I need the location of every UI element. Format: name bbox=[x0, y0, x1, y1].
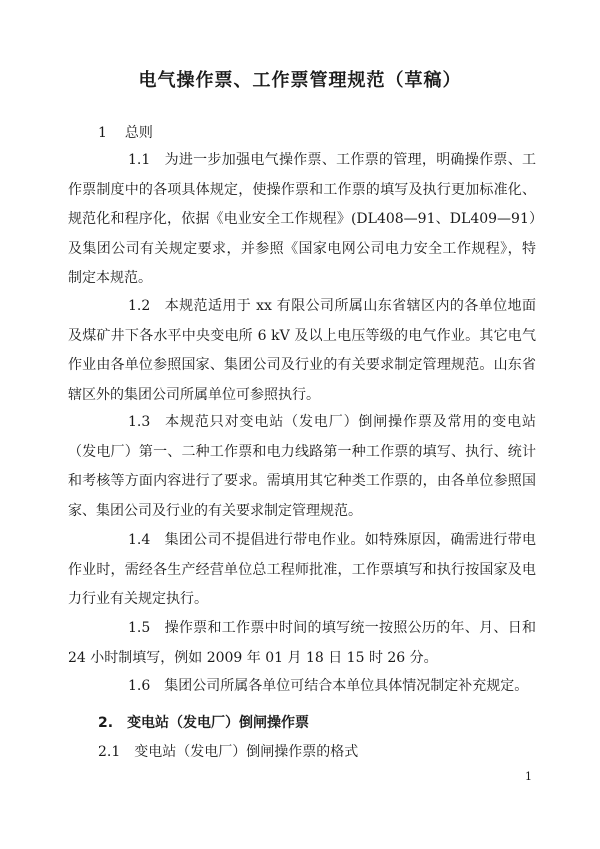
section-number: 2.1 bbox=[98, 744, 121, 760]
clause-text: 本规范只对变电站（发电厂）倒闸操作票及常用的变电站（发电厂）第一、二种工作票和电力线路第一种工作票的填写、执行、统计和考核等方面内容进行了要求。需填用其它种类工作票的，由各单位参照国家、集团公司及行业的有关要求制定管理规范。 bbox=[68, 414, 536, 519]
section-title: 总则 bbox=[124, 125, 153, 141]
clause-number: 1.2 bbox=[128, 298, 151, 314]
clause-number: 1.1 bbox=[128, 152, 151, 168]
paragraph-1-3 bbox=[68, 408, 536, 526]
section-1-heading bbox=[98, 122, 153, 142]
clause-number: 1.3 bbox=[128, 414, 151, 430]
paragraph-1-5 bbox=[68, 614, 536, 673]
clause-number: 1.5 bbox=[128, 620, 151, 636]
paragraph-1-4 bbox=[68, 526, 536, 615]
section-title: 变电站（发电厂）倒闸操作票的格式 bbox=[134, 744, 359, 760]
page-number: 1 bbox=[525, 770, 532, 783]
clause-text: 本规范适用于 xx 有限公司所属山东省辖区内的各单位地面及煤矿井下各水平中央变电所 6 kV 及以上电压等级的电气作业。其它电气作业由各单位参照国家、集团公司及行业的有关要求制定管理规范。山东省辖区外的集团公司所属单位可参照执行。 bbox=[68, 298, 536, 403]
clause-text: 操作票和工作票中时间的填写统一按照公历的年、月、日和 24 小时制填写，例如 2009 年 01 月 18 日 15 时 26 分。 bbox=[68, 620, 536, 666]
section-title: 变电站（发电厂）倒闸操作票 bbox=[127, 715, 310, 731]
clause-number: 1.4 bbox=[128, 532, 151, 548]
paragraph-1-2 bbox=[68, 292, 536, 410]
section-number: 1 bbox=[98, 125, 107, 141]
clause-text: 为进一步加强电气操作票、工作票的管理，明确操作票、工作票制度中的各项具体规定，使操作票和工作票的填写及执行更加标准化、规范化和程序化，依据《电业安全工作规程》(DL408—91、DL409—91）及集团公司有关规定要求，并参照《国家电网公司电力安全工作规程》，特制定本规范。 bbox=[68, 152, 536, 286]
paragraph-1-6 bbox=[68, 672, 536, 702]
paragraph-1-1 bbox=[68, 146, 536, 294]
clause-text: 集团公司不提倡进行带电作业。如特殊原因，确需进行带电作业时，需经各生产经营单位总工程师批准，工作票填写和执行按国家及电力行业有关规定执行。 bbox=[68, 532, 536, 607]
section-2-1-heading bbox=[98, 741, 358, 761]
clause-text: 集团公司所属各单位可结合本单位具体情况制定补充规定。 bbox=[164, 678, 529, 694]
document-title: 电气操作票、工作票管理规范（草稿） bbox=[138, 70, 462, 91]
section-2-heading bbox=[98, 712, 309, 732]
clause-number: 1.6 bbox=[128, 678, 151, 694]
section-number: 2. bbox=[98, 715, 114, 731]
